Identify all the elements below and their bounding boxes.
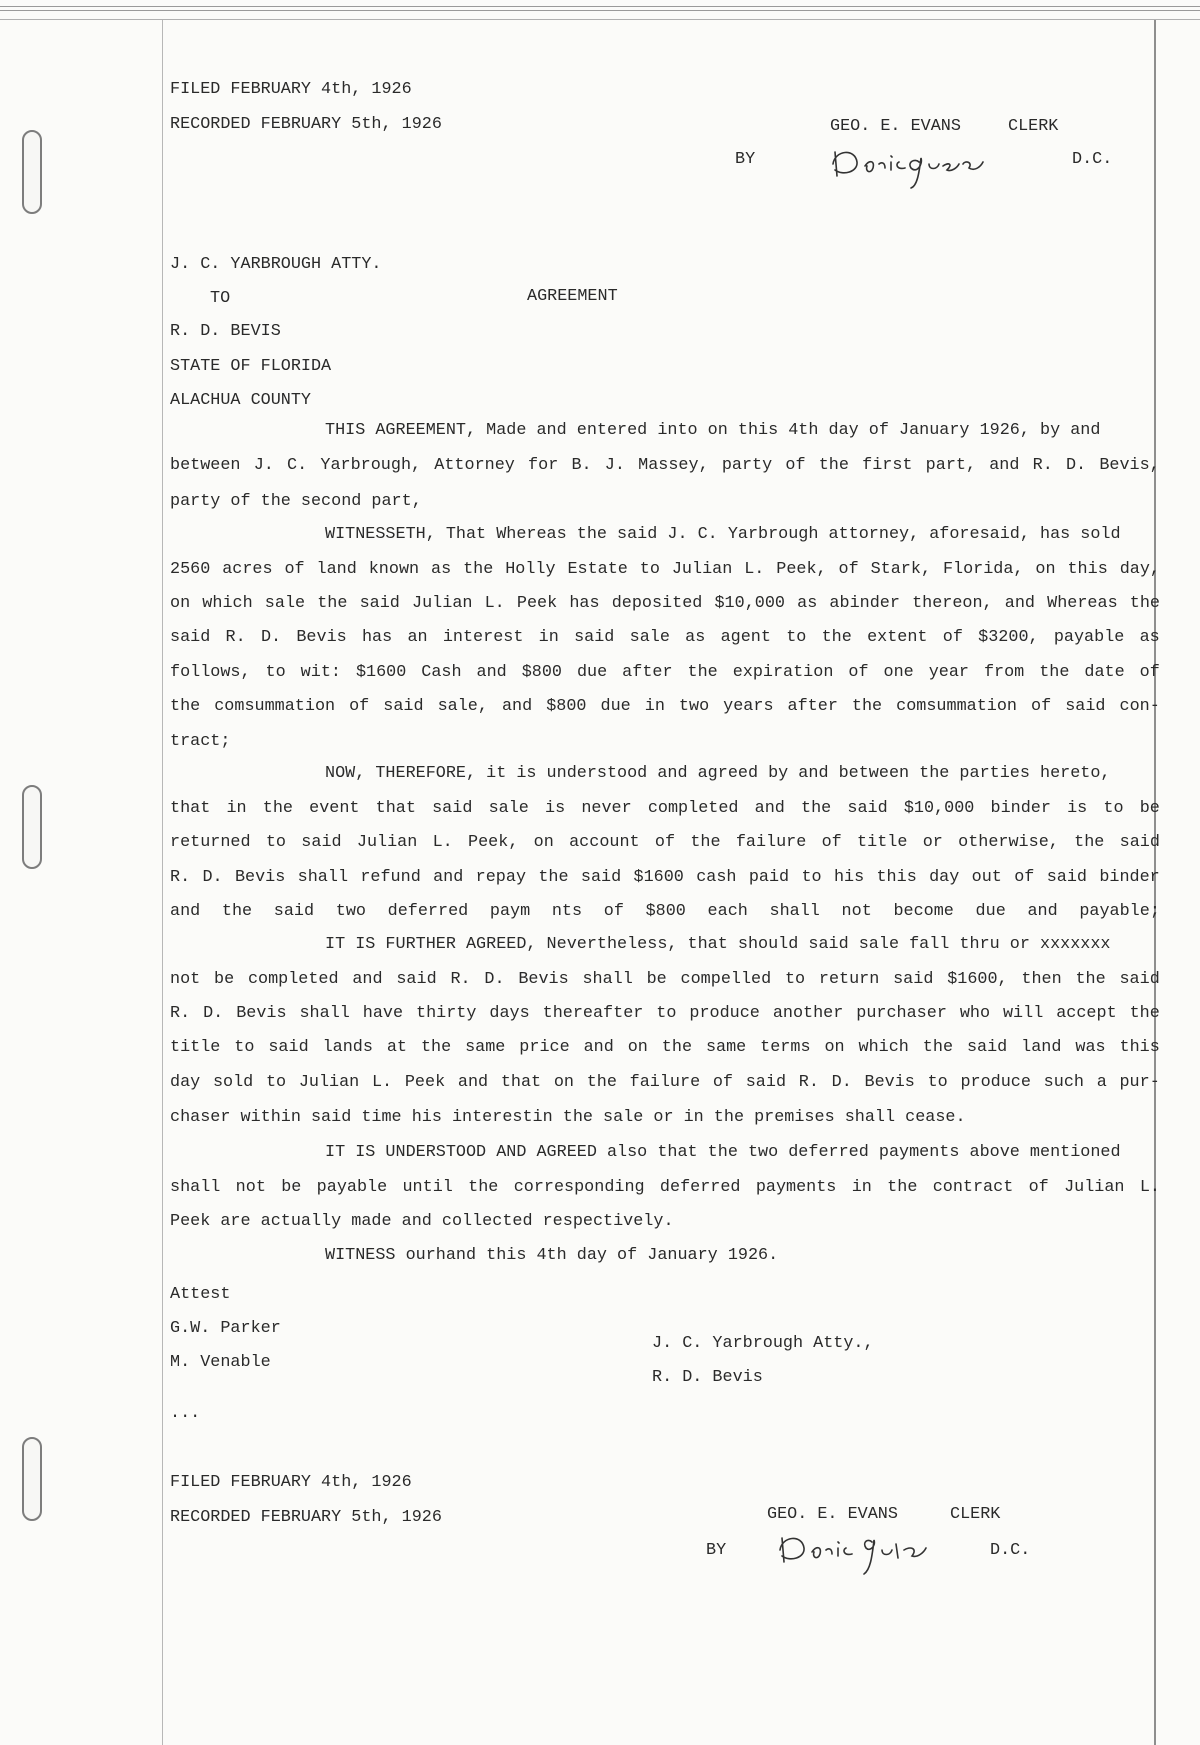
body-line: said R. D. Bevis has an interest in said sale as agent to the extent of $3200, payable as [170,628,1160,647]
body-line: and the said two deferred paym nts of $800 each shall not become due and payable; [170,902,1160,921]
clerk-title: CLERK [950,1505,1001,1524]
deputy-clerk-suffix: D.C. [1072,150,1113,169]
body-line: WITNESSETH, That Whereas the said J. C. Yarbrough attorney, aforesaid, has sold [325,525,1121,544]
attest-label: Attest [170,1285,231,1304]
body-line: Peek are actually made and collected respectively. [170,1212,674,1231]
punch-hole [22,1437,42,1521]
recorded-date: RECORDED FEBRUARY 5th, 1926 [170,1508,442,1527]
top-rule [0,6,1200,7]
county-name: ALACHUA COUNTY [170,391,311,410]
punch-hole [22,130,42,214]
filed-date: FILED FEBRUARY 4th, 1926 [170,1473,412,1492]
signer-name: J. C. Yarbrough Atty., [652,1334,874,1353]
body-line: that in the event that said sale is never completed and the said $10,000 binder is to be [170,799,1160,818]
grantor-name: J. C. YARBROUGH ATTY. [170,255,382,274]
deputy-clerk-signature [825,138,1055,194]
witness-name: M. Venable [170,1353,271,1372]
body-line: 2560 acres of land known as the Holly Estate to Julian L. Peek, of Stark, Florida, on this day, [170,560,1160,579]
recorded-date: RECORDED FEBRUARY 5th, 1926 [170,115,442,134]
body-line: tract; [170,732,231,751]
body-line: on which sale the said Julian L. Peek has deposited $10,000 as abinder thereon, and Whereas the [170,594,1160,613]
deputy-clerk-signature [772,1522,992,1580]
body-line: not be completed and said R. D. Bevis shall be compelled to return said $1600, then the said [170,970,1160,989]
body-line: R. D. Bevis shall refund and repay the said $1600 cash paid to his this day out of said binder [170,868,1160,887]
top-rule [0,19,1200,20]
filed-date: FILED FEBRUARY 4th, 1926 [170,80,412,99]
signer-name: R. D. Bevis [652,1368,763,1387]
body-line: day sold to Julian L. Peek and that on the failure of said R. D. Bevis to produce such a pur- [170,1073,1160,1092]
body-line: the comsummation of said sale, and $800 due in two years after the comsummation of said con- [170,697,1160,716]
top-rule [0,10,1200,11]
body-line: R. D. Bevis shall have thirty days thereafter to produce another purchaser who will accept the [170,1004,1160,1023]
witness-name: G.W. Parker [170,1319,281,1338]
clerk-name: GEO. E. EVANS [767,1505,898,1524]
body-line: between J. C. Yarbrough, Attorney for B. J. Massey, party of the first part, and R. D. Bevis, [170,456,1160,475]
margin-line [162,20,163,1745]
body-line: returned to said Julian L. Peek, on account of the failure of title or otherwise, the said [170,833,1160,852]
body-line: party of the second part, [170,492,422,511]
body-line: WITNESS ourhand this 4th day of January 1926. [325,1246,779,1265]
by-label: BY [706,1541,727,1560]
ellipsis: ... [170,1404,201,1423]
body-line: follows, to wit: $1600 Cash and $800 due after the expiration of one year from the date of [170,663,1160,682]
body-line: title to said lands at the same price and on the same terms on which the said land was this [170,1038,1160,1057]
document-title: AGREEMENT [527,287,618,306]
state-name: STATE OF FLORIDA [170,357,332,376]
grantee-name: R. D. BEVIS [170,322,281,341]
clerk-title: CLERK [1008,117,1059,136]
clerk-name: GEO. E. EVANS [830,117,961,136]
to-label: TO [210,289,231,308]
body-line: shall not be payable until the corresponding deferred payments in the contract of Julian L. [170,1178,1160,1197]
body-line: THIS AGREEMENT, Made and entered into on this 4th day of January 1926, by and [325,421,1101,440]
body-line: chaser within said time his interestin the sale or in the premises shall cease. [170,1108,966,1127]
body-line: NOW, THEREFORE, it is understood and agreed by and between the parties hereto, [325,764,1111,783]
punch-hole [22,785,42,869]
body-line: IT IS FURTHER AGREED, Nevertheless, that should said sale fall thru or xxxxxxx [325,935,1111,954]
body-line: IT IS UNDERSTOOD AND AGREED also that the two deferred payments above mentioned [325,1143,1121,1162]
deputy-clerk-suffix: D.C. [990,1541,1031,1560]
by-label: BY [735,150,756,169]
